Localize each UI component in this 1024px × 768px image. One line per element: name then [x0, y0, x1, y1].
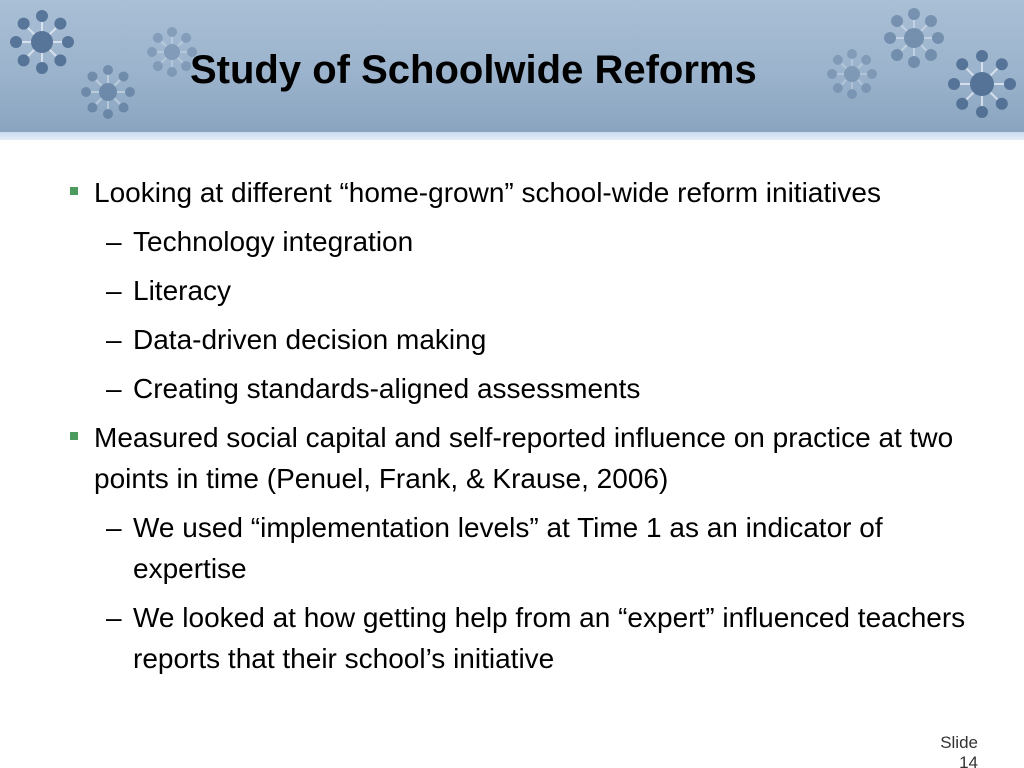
- sub-bullet-text: Creating standards-aligned assessments: [133, 373, 641, 404]
- molecule-cluster-icon: [827, 49, 877, 99]
- sub-bullet-text: Data-driven decision making: [133, 324, 487, 355]
- dash-bullet-icon: –: [106, 226, 122, 257]
- dash-bullet-icon: –: [106, 275, 122, 306]
- sub-bullet-text: Literacy: [133, 275, 232, 306]
- slide-number: Slide 14: [940, 733, 978, 768]
- dash-bullet-icon: –: [106, 373, 122, 404]
- bullet-item: [68, 172, 968, 213]
- molecule-cluster-icon: [884, 8, 944, 68]
- square-bullet-icon: [70, 432, 78, 440]
- sub-bullet-item: [68, 368, 968, 409]
- sub-bullet-item: [68, 221, 968, 262]
- sub-bullet-item: [68, 507, 968, 589]
- molecule-cluster-icon: [948, 50, 1016, 118]
- sub-bullet-text: Technology integration: [133, 226, 414, 257]
- sub-bullet-item: [68, 597, 968, 679]
- dash-bullet-icon: –: [106, 324, 122, 355]
- dash-bullet-icon: –: [106, 512, 122, 543]
- header-rule: [0, 132, 1024, 140]
- slide-title: Study of Schoolwide Reforms: [190, 48, 757, 92]
- square-bullet-icon: [70, 187, 78, 195]
- dash-bullet-icon: –: [106, 602, 122, 633]
- bullet-text: Measured social capital and self-reported influence on practice at two points in time (Penuel, Frank, & Krause, 2006): [94, 422, 954, 494]
- molecule-cluster-icon: [10, 10, 74, 74]
- sub-bullet-item: [68, 270, 968, 311]
- bullet-item: [68, 417, 968, 499]
- slide-body: [68, 172, 968, 687]
- sub-bullet-text: We used “implementation levels” at Time 1 as an indicator of expertise: [133, 512, 883, 584]
- sub-bullet-text: We looked at how getting help from an “expert” influenced teachers reports that their school’s initiative: [133, 602, 966, 674]
- bullet-text: Looking at different “home-grown” school-wide reform initiatives: [94, 177, 881, 208]
- sub-bullet-item: [68, 319, 968, 360]
- molecule-cluster-icon: [81, 65, 135, 119]
